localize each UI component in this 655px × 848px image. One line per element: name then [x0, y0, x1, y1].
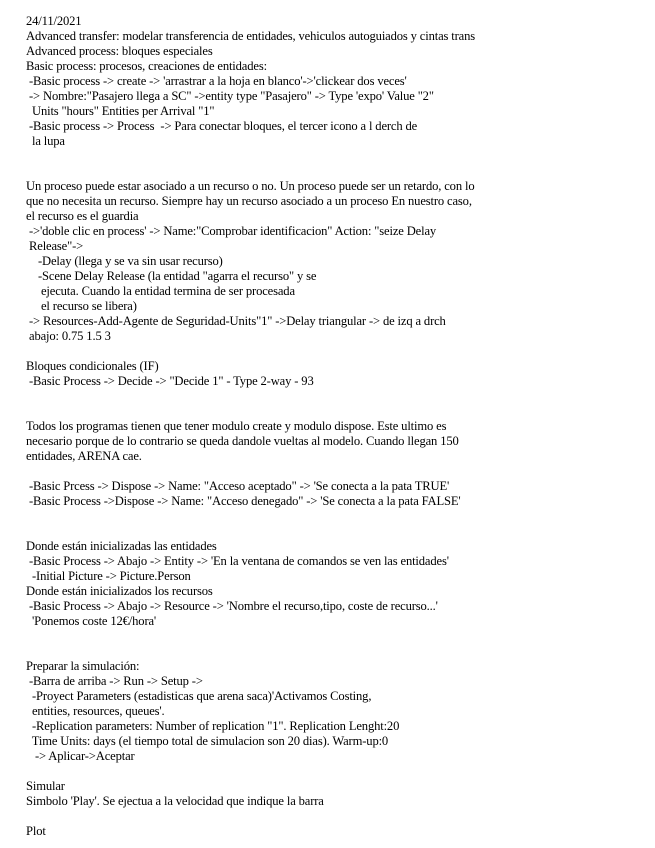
- blank-line: [26, 344, 646, 359]
- blank-line: [26, 404, 646, 419]
- text-line: necesario porque de lo contrario se queda dandole vueltas al modelo. Cuando llegan 150: [26, 434, 459, 448]
- text-line: entidades, ARENA cae.: [26, 449, 142, 463]
- text-line: -Basic Process -> Abajo -> Resource -> 'Nombre el recurso,tipo, coste de recurso...': [26, 599, 438, 613]
- text-line: -Initial Picture -> Picture.Person: [26, 569, 191, 583]
- text-line: -Basic Prcess -> Dispose -> Name: "Acceso aceptado" -> 'Se conecta a la pata TRUE': [26, 479, 450, 493]
- plot-heading: Plot: [26, 824, 46, 838]
- text-line: -Barra de arriba -> Run -> Setup ->: [26, 674, 203, 688]
- section-heading: Preparar la simulación:: [26, 659, 140, 673]
- text-line: la lupa: [26, 134, 65, 148]
- text-line: Basic process: procesos, creaciones de entidades:: [26, 59, 267, 73]
- intro-section: [26, 29, 646, 149]
- blank-line: [26, 509, 646, 524]
- resources-section: [26, 179, 646, 344]
- text-line: Todos los programas tienen que tener modulo create y modulo dispose. Este ultimo es: [26, 419, 447, 433]
- section-heading: Donde están inicializadas las entidades: [26, 539, 217, 553]
- section-heading: Donde están inicializados los recursos: [26, 584, 213, 598]
- text-line: -Basic process -> Process -> Para conectar bloques, el tercer icono a l derch de: [26, 119, 418, 133]
- document-date: 24/11/2021: [26, 14, 82, 28]
- text-line: Release"->: [26, 239, 84, 253]
- blank-line: [26, 389, 646, 404]
- text-line: -> Nombre:"Pasajero llega a SC" ->entity type "Pasajero" -> Type 'expo' Value "2": [26, 89, 434, 103]
- section-heading: Simular: [26, 779, 65, 793]
- text-line: -Delay (llega y se va sin usar recurso): [26, 254, 223, 268]
- text-line: entities, resources, queues'.: [26, 704, 165, 718]
- text-line: Time Units: days (el tiempo total de simulacion son 20 dias). Warm-up:0: [26, 734, 389, 748]
- text-line: el recurso se libera): [26, 299, 137, 313]
- dispose-section: [26, 419, 646, 464]
- text-line: -Proyect Parameters (estadisticas que arena saca)'Activamos Costing,: [26, 689, 372, 703]
- simulate-section: [26, 779, 646, 809]
- text-line: -> Resources-Add-Agente de Seguridad-Units"1" ->Delay triangular -> de izq a drch: [26, 314, 446, 328]
- text-line: -Basic process -> create -> 'arrastrar a la hoja en blanco'->'clickear dos veces': [26, 74, 407, 88]
- dispose-steps-section: [26, 479, 646, 509]
- conditional-section: [26, 359, 646, 389]
- text-line: -Scene Delay Release (la entidad "agarra el recurso" y se: [26, 269, 317, 283]
- blank-line: [26, 464, 646, 479]
- text-line: Advanced process: bloques especiales: [26, 44, 213, 58]
- initialization-section: [26, 539, 646, 629]
- text-line: Units "hours" Entities per Arrival "1": [26, 104, 215, 118]
- text-line: 'Ponemos coste 12€/hora': [26, 614, 157, 628]
- text-line: -Basic Process -> Abajo -> Entity -> 'En la ventana de comandos se ven las entidades': [26, 554, 449, 568]
- text-line: -Replication parameters: Number of replication "1". Replication Lenght:20: [26, 719, 400, 733]
- section-heading: Bloques condicionales (IF): [26, 359, 159, 373]
- blank-line: [26, 644, 646, 659]
- text-line: -Basic Process -> Decide -> "Decide 1" - Type 2-way - 93: [26, 374, 314, 388]
- text-line: ->'doble clic en process' -> Name:"Comprobar identificacion" Action: "seize Delay: [26, 224, 437, 238]
- blank-line: [26, 149, 646, 164]
- blank-line: [26, 164, 646, 179]
- blank-line: [26, 764, 646, 779]
- text-line: -Basic Process ->Dispose -> Name: "Acceso denegado" -> 'Se conecta a la pata FALSE': [26, 494, 461, 508]
- blank-line: [26, 629, 646, 644]
- text-line: abajo: 0.75 1.5 3: [26, 329, 111, 343]
- text-line: Un proceso puede estar asociado a un recurso o no. Un proceso puede ser un retardo, con lo: [26, 179, 475, 193]
- text-line: Advanced transfer: modelar transferencia de entidades, vehiculos autoguiados y cintas trans: [26, 29, 475, 43]
- text-line: -> Aplicar->Aceptar: [26, 749, 135, 763]
- text-line: el recurso es el guardia: [26, 209, 139, 223]
- text-line: Simbolo 'Play'. Se ejectua a la velocidad que indique la barra: [26, 794, 324, 808]
- blank-line: [26, 524, 646, 539]
- document-page: [26, 14, 646, 839]
- text-line: que no necesita un recurso. Siempre hay un recurso asociado a un proceso En nuestro caso,: [26, 194, 472, 208]
- simulation-setup-section: [26, 659, 646, 764]
- blank-line: [26, 809, 646, 824]
- text-line: ejecuta. Cuando la entidad termina de ser procesada: [26, 284, 295, 298]
